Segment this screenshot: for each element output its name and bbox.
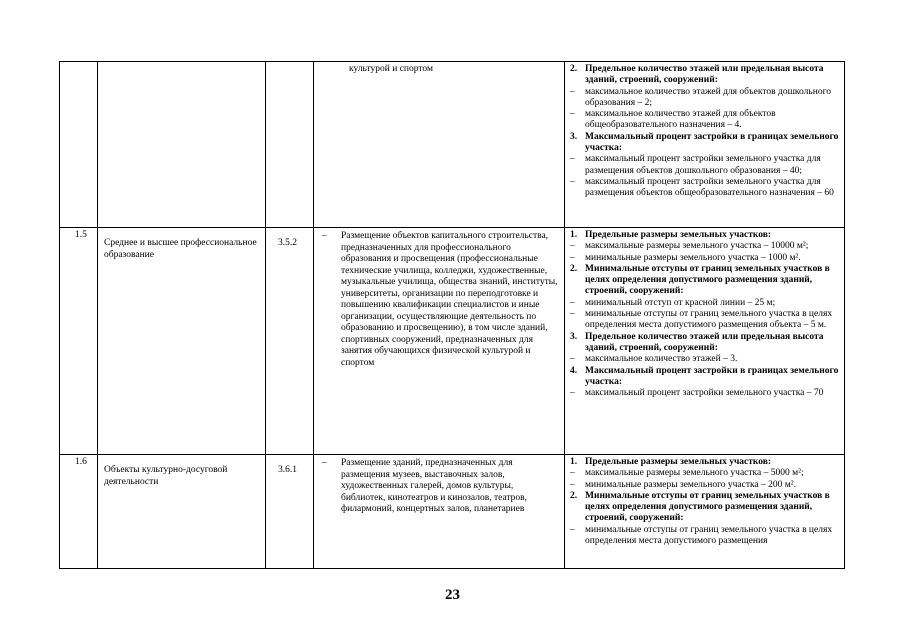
regulations-table — [59, 61, 845, 569]
parameter-item: – минимальный отступ от красной линии – 25 м; — [570, 297, 776, 308]
table-row — [60, 455, 845, 569]
use-type-name-cell — [98, 62, 266, 228]
parameter-item: – минимальные размеры земельного участка – 200 м². — [570, 479, 797, 490]
parameter-heading: 3. Предельное количество этажей или предельная высота зданий, строений, сооружений: — [570, 331, 824, 353]
parameters-cell — [565, 62, 845, 228]
use-description-cell: – Размещение объектов капитального строительства, предназначенных для профессионального образования и просвещения (профессиональные технические училища, колледжи, художественные, музыкальные училища, общества знаний, институты, университеты, организации по переподготовке и повышению квалификации специалистов и иные организации, осуществляющие деятельность по образованию и просвещению), в том числе зданий, спортивных сооружений, предназначенных для занятия обучающихся физической культурой и спортом — [314, 228, 565, 455]
row-number-cell: 1.5 — [60, 228, 98, 455]
parameter-item: – максимальное количество этажей – 3. — [570, 354, 738, 365]
use-description-cell: – Размещение зданий, предназначенных для размещения музеев, выставочных залов, художественных галерей, домов культуры, библиотек, кинотеатров и кинозалов, театров, филармоний, концертных залов, планетариев — [314, 455, 565, 569]
parameter-item: – максимальный процент застройки земельного участка для размещения объектов общеобразовательного назначения – 60 — [570, 176, 834, 199]
parameter-heading: 4. Максимальный процент застройки в границах земельного участка: — [570, 365, 839, 387]
use-code-cell — [266, 62, 314, 228]
parameter-heading: 2. Минимальные отступы от границ земельных участков в целях определения допустимого размещения зданий, строений, сооружений: — [570, 263, 830, 297]
use-code-cell: 3.6.1 — [266, 455, 314, 569]
use-description: Размещение объектов капитального строительства, предназначенных для профессионального образования и просвещения (профессиональные технические училища, колледжи, художественные, музыкальные училища, общества знаний, институты, университеты, организации по переподготовке и повышению квалификации специалистов и иные организации, осуществляющие деятельность по образованию и просвещению), в том числе зданий, спортивных сооружений, предназначенных для занятия обучающихся физической культурой и спортом — [341, 231, 558, 368]
parameter-item: – максимальные размеры земельного участка – 10000 м²; — [570, 241, 809, 252]
page-number: 23 — [445, 587, 460, 603]
parameter-item: – максимальное количество этажей для объектов дошкольного образования – 2; — [570, 86, 832, 108]
use-description: культурой и спортом — [349, 64, 434, 74]
use-code-cell: 3.5.2 — [266, 228, 314, 455]
row-number-cell — [60, 62, 98, 228]
parameter-heading: 2. Минимальные отступы от границ земельных участков в целях определения допустимого размещения зданий, строений, сооружений: — [570, 490, 830, 524]
parameter-item: – максимальные размеры земельного участка – 5000 м²; — [570, 468, 804, 479]
use-type-name-cell: Среднее и высшее профессиональное образование — [98, 228, 266, 455]
use-type-name-cell: Объекты культурно-досуговой деятельности — [98, 455, 266, 569]
parameter-item: – максимальный процент застройки земельного участка для размещения объектов дошкольного образования – 40; — [570, 154, 821, 176]
row-number-cell: 1.6 — [60, 455, 98, 569]
parameters-cell — [565, 455, 845, 569]
use-description-cell — [314, 62, 565, 228]
table-row — [60, 62, 845, 228]
parameters-list — [565, 62, 844, 200]
parameters-list — [565, 228, 844, 399]
parameters-cell — [565, 228, 845, 455]
parameter-heading: 3. Максимальный процент застройки в границах земельного участка: — [570, 131, 839, 154]
parameter-heading: 1. Предельные размеры земельных участков: — [570, 457, 772, 467]
parameter-item: – минимальные отступы от границ земельного участка в целях определения места допустимого размещения — [570, 524, 833, 547]
parameter-item: – минимальные размеры земельного участка – 1000 м². — [570, 252, 801, 263]
table-row — [60, 228, 845, 455]
parameters-list — [565, 455, 844, 547]
parameter-heading: 2. Предельное количество этажей или предельная высота зданий, строений, сооружений: — [570, 64, 824, 86]
use-description: Размещение зданий, предназначенных для размещения музеев, выставочных залов, художественных галерей, домов культуры, библиотек, кинотеатров и кинозалов, театров, филармоний, концертных залов, планетариев — [341, 458, 528, 514]
parameter-item: – минимальные отступы от границ земельного участка в целях определения места допустимого размещения объекта – 5 м. — [570, 309, 833, 331]
parameter-heading: 1. Предельные размеры земельных участков: — [570, 230, 772, 240]
parameter-item: – максимальное количество этажей для объектов общеобразовательного назначения – 4. — [570, 109, 776, 131]
parameter-item: – максимальный процент застройки земельного участка – 70 — [570, 388, 824, 399]
